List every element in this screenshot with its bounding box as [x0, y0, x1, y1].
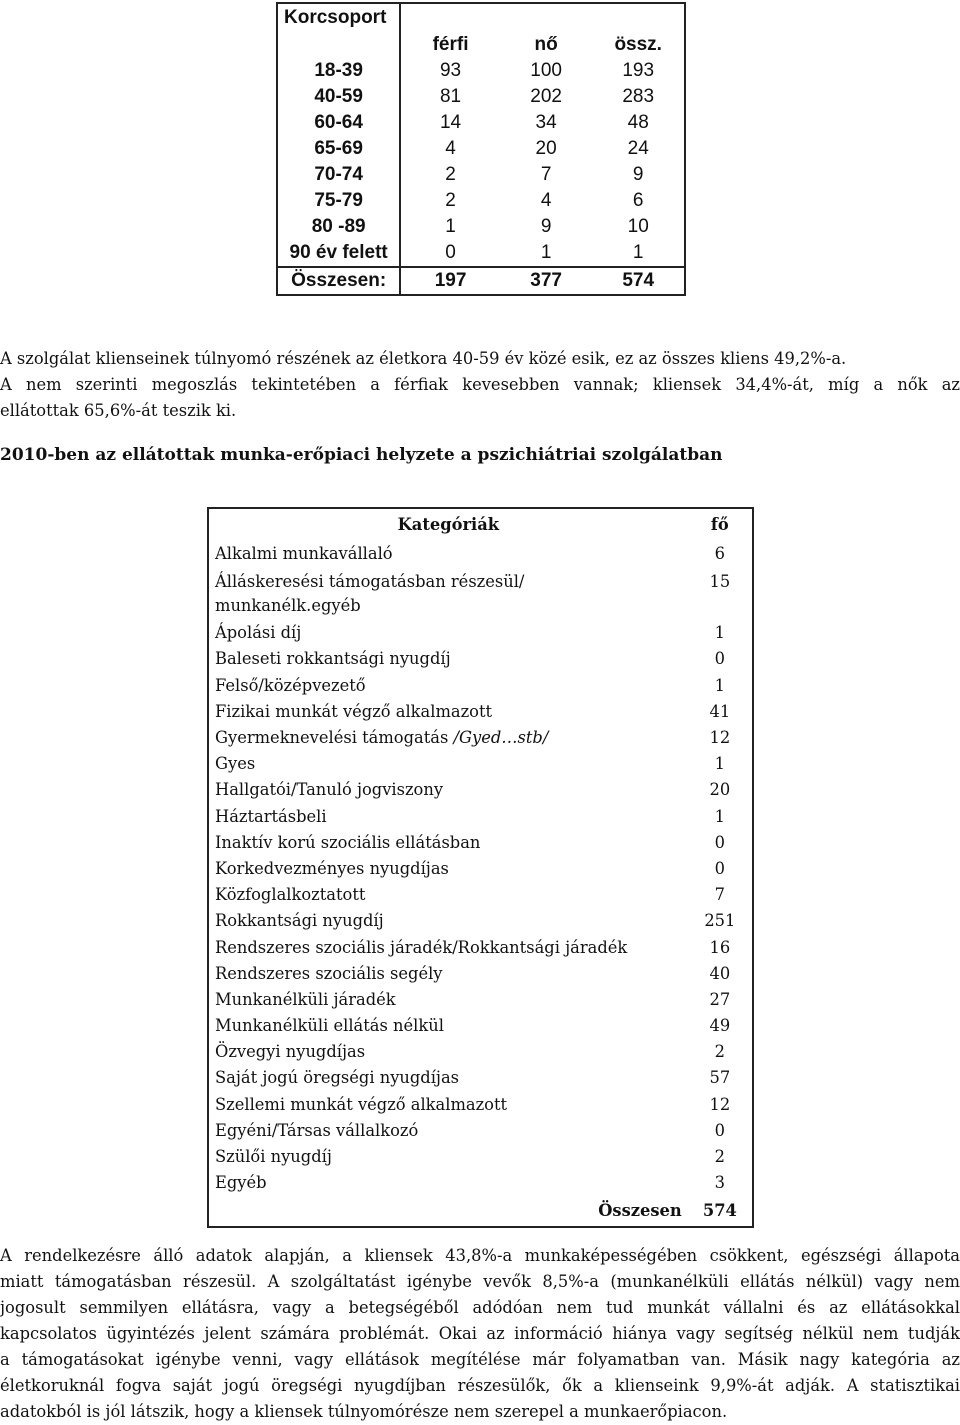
category-label: Egyéb — [215, 1173, 267, 1193]
table-row — [208, 777, 753, 803]
category-cell — [208, 1170, 688, 1196]
header-category: Kategóriák — [397, 515, 500, 534]
age-table-row — [277, 188, 685, 214]
cell-total: 10 — [627, 216, 649, 237]
table-row — [208, 987, 753, 1013]
table-row — [208, 1092, 753, 1118]
table-row — [208, 1144, 753, 1170]
cell-total: 574 — [592, 267, 685, 295]
category-label: Közfoglalkoztatott — [215, 885, 366, 905]
row-label: 80 -89 — [277, 214, 400, 240]
count-cell: 20 — [709, 780, 731, 800]
category-cell — [208, 541, 688, 567]
category-cell — [208, 882, 688, 908]
category-cell — [208, 1065, 688, 1091]
cell-male: 197 — [400, 267, 500, 295]
text-line: A szolgálat klienseinek túlnyomó részének az életkora 40-59 év közé esik, ez az összes kliens 49,2%-a. — [0, 349, 847, 368]
category-label: Gyes — [215, 754, 256, 774]
category-label: Ápolási díj — [215, 623, 302, 643]
cell-male: 1 — [445, 216, 456, 237]
section-title: 2010-ben az ellátottak munka-erőpiaci helyzete a pszichiátriai szolgálatban — [0, 445, 723, 465]
category-cell — [208, 1092, 688, 1118]
category-label: Rendszeres szociális járadék/Rokkantsági járadék — [215, 937, 628, 957]
cell-total: 193 — [622, 60, 655, 81]
text-line: miatt támogatásban részesül. A szolgáltatást igénybe vevők 8,5%-a (munkanélküli ellátás nélkül) vagy nem — [0, 1272, 960, 1291]
row-label: 90 év felett — [277, 240, 400, 267]
cell-total: 9 — [632, 164, 644, 185]
category-cell — [208, 567, 688, 620]
table-row — [208, 1013, 753, 1039]
age-table-row — [277, 136, 685, 162]
category-label-cont: munkanélk.egyéb — [215, 596, 361, 616]
category-label: Fizikai munkát végző alkalmazott — [215, 701, 493, 721]
count-cell: 2 — [714, 1042, 726, 1062]
col-header-total: össz. — [614, 34, 662, 55]
count-cell: 2 — [714, 1147, 726, 1167]
cell-female: 7 — [540, 164, 552, 185]
category-cell — [208, 1118, 688, 1144]
table-row — [208, 646, 753, 672]
age-summary-paragraph — [0, 346, 960, 424]
cell-male: 81 — [439, 86, 462, 107]
category-cell — [208, 856, 688, 882]
cell-female: 377 — [500, 267, 593, 295]
table-header-row — [208, 508, 753, 541]
cell-male: 4 — [445, 138, 456, 159]
table-row — [208, 1170, 753, 1196]
category-cell — [208, 725, 688, 751]
category-cell — [208, 1013, 688, 1039]
category-label: Álláskeresési támogatásban részesül/ — [215, 572, 525, 592]
table-row — [208, 830, 753, 856]
cell-total: 48 — [627, 112, 649, 133]
row-label: 70-74 — [277, 162, 400, 188]
count-cell: 1 — [714, 754, 726, 774]
category-label: Korkedvezményes nyugdíjas — [215, 858, 449, 878]
text-line: ellátottak 65,6%-át teszik ki. — [0, 401, 237, 420]
count-cell: 7 — [714, 885, 726, 905]
table-total-row — [208, 1196, 753, 1227]
table-row — [208, 1065, 753, 1091]
count-cell: 12 — [709, 728, 731, 748]
category-label: Munkanélküli járadék — [215, 989, 396, 1009]
table-row — [208, 961, 753, 987]
table-row — [208, 1118, 753, 1144]
count-cell: 41 — [709, 701, 731, 721]
category-label: Özvegyi nyugdíjas — [215, 1042, 366, 1062]
category-cell — [208, 1144, 688, 1170]
cell-total: 283 — [622, 86, 655, 107]
cell-male: 2 — [445, 164, 456, 185]
cell-female: 9 — [540, 216, 552, 237]
table-row — [208, 673, 753, 699]
cell-female: 20 — [535, 138, 557, 159]
count-cell: 1 — [714, 623, 726, 643]
category-label-italic: /Gyed…stb/ — [453, 728, 549, 748]
row-label: 18-39 — [277, 58, 400, 84]
table-row — [208, 620, 753, 646]
table-row — [208, 934, 753, 960]
col-header-female: nő — [534, 34, 558, 55]
age-table-row — [277, 58, 685, 84]
category-cell — [208, 830, 688, 856]
category-label: Szellemi munkát végző alkalmazott — [215, 1094, 508, 1114]
count-cell: 3 — [714, 1173, 726, 1193]
count-cell: 6 — [714, 544, 726, 564]
category-cell — [208, 804, 688, 830]
category-label: Gyermeknevelési támogatás — [215, 728, 454, 748]
text-line: adatokból is jól látszik, hogy a kliensek túlnyomórésze nem szerepel a munkaerőpiacon. — [0, 1402, 728, 1421]
count-cell: 1 — [714, 806, 726, 826]
employment-status-table — [207, 507, 754, 1228]
cell-female: 1 — [540, 242, 552, 263]
age-table-row — [277, 110, 685, 136]
category-label: Felső/középvezető — [215, 675, 366, 695]
cell-total: 6 — [632, 190, 644, 211]
age-table-row — [277, 240, 685, 267]
count-cell: 16 — [709, 937, 731, 957]
row-label: Összesen: — [277, 267, 400, 295]
conclusion-paragraph — [0, 1243, 960, 1425]
table-row — [208, 908, 753, 934]
table-row — [208, 541, 753, 567]
age-table-total-row — [277, 267, 685, 295]
count-cell: 12 — [709, 1094, 731, 1114]
cell-male: 14 — [439, 112, 462, 133]
age-table-row — [277, 214, 685, 240]
category-label: Egyéni/Társas vállalkozó — [215, 1120, 419, 1140]
category-label: Alkalmi munkavállaló — [215, 544, 393, 564]
count-cell: 49 — [709, 1016, 731, 1036]
table-row — [208, 856, 753, 882]
cell-male: 0 — [445, 242, 456, 263]
count-cell: 0 — [714, 649, 726, 669]
table-row — [208, 1039, 753, 1065]
category-cell — [208, 1039, 688, 1065]
category-label: Inaktív korú szociális ellátásban — [215, 832, 481, 852]
count-cell: 0 — [714, 1120, 726, 1140]
col-header-male: férfi — [432, 34, 469, 55]
row-label: 75-79 — [277, 188, 400, 214]
table-row — [208, 567, 753, 620]
text-line: A rendelkezésre álló adatok alapján, a kliensek 43,8%-a munkaképességében csökkent, egészségi állapota — [0, 1246, 960, 1265]
category-label: Baleseti rokkantsági nyugdíj — [215, 649, 451, 669]
text-line: a támogatásokat igénybe venni, vagy ellátások megítélése már folyamatban van. Másik nagy kategória az — [0, 1350, 960, 1369]
table-row — [208, 882, 753, 908]
count-cell: 0 — [714, 858, 726, 878]
row-label: 65-69 — [277, 136, 400, 162]
age-table-caption: Korcsoport — [277, 3, 400, 32]
category-label: Háztartásbeli — [215, 806, 327, 826]
text-line: életkoruknál fogva saját jogú öregségi nyugdíjban részesülők, ők a klienseink 9,9%-át adják. A statisztikai — [0, 1376, 960, 1395]
header-count: fő — [710, 515, 729, 534]
category-label: Munkanélküli ellátás nélkül — [215, 1016, 444, 1036]
category-cell — [208, 934, 688, 960]
count-cell: 0 — [714, 832, 726, 852]
total-value: 574 — [702, 1201, 737, 1221]
cell-total: 1 — [632, 242, 644, 263]
category-label: Saját jogú öregségi nyugdíjas — [215, 1068, 460, 1088]
count-cell: 27 — [709, 989, 731, 1009]
cell-male: 93 — [439, 60, 462, 81]
count-cell: 15 — [709, 572, 731, 592]
count-cell: 1 — [714, 675, 726, 695]
category-cell — [208, 987, 688, 1013]
text-line: jogosult semmilyen ellátásra, vagy a betegségéből adódóan nem tud munkát vállalni és az ellátásokkal — [0, 1298, 960, 1317]
category-cell — [208, 961, 688, 987]
category-label: Hallgatói/Tanuló jogviszony — [215, 780, 444, 800]
count-cell: 251 — [704, 911, 736, 931]
age-table-row — [277, 162, 685, 188]
text-line: A nem szerinti megoszlás tekintetében a férfiak kevesebben vannak; kliensek 34,4%-át, míg a nők az — [0, 375, 960, 394]
category-cell — [208, 620, 688, 646]
cell-male: 2 — [445, 190, 456, 211]
category-cell — [208, 908, 688, 934]
category-label: Rokkantsági nyugdíj — [215, 911, 384, 931]
category-cell — [208, 699, 688, 725]
cell-total: 24 — [627, 138, 649, 159]
count-cell: 57 — [709, 1068, 731, 1088]
category-cell — [208, 777, 688, 803]
category-label: Rendszeres szociális segély — [215, 963, 443, 983]
table-row — [208, 804, 753, 830]
category-label: Szülői nyugdíj — [215, 1147, 332, 1167]
category-cell — [208, 646, 688, 672]
category-cell — [208, 751, 688, 777]
cell-female: 100 — [530, 60, 562, 81]
cell-female: 34 — [535, 112, 557, 133]
table-row — [208, 725, 753, 751]
age-table-row — [277, 84, 685, 110]
row-label: 60-64 — [277, 110, 400, 136]
age-group-table — [276, 2, 686, 296]
count-cell: 40 — [709, 963, 731, 983]
table-row — [208, 751, 753, 777]
category-cell — [208, 673, 688, 699]
table-row — [208, 699, 753, 725]
cell-female: 4 — [540, 190, 552, 211]
cell-female: 202 — [530, 86, 562, 107]
total-label: Összesen — [598, 1201, 682, 1221]
text-line: kapcsolatos ügyintézés jelent számára problémát. Okai az információ hiánya vagy segítség nélkül nem tudják — [0, 1324, 960, 1343]
row-label: 40-59 — [277, 84, 400, 110]
